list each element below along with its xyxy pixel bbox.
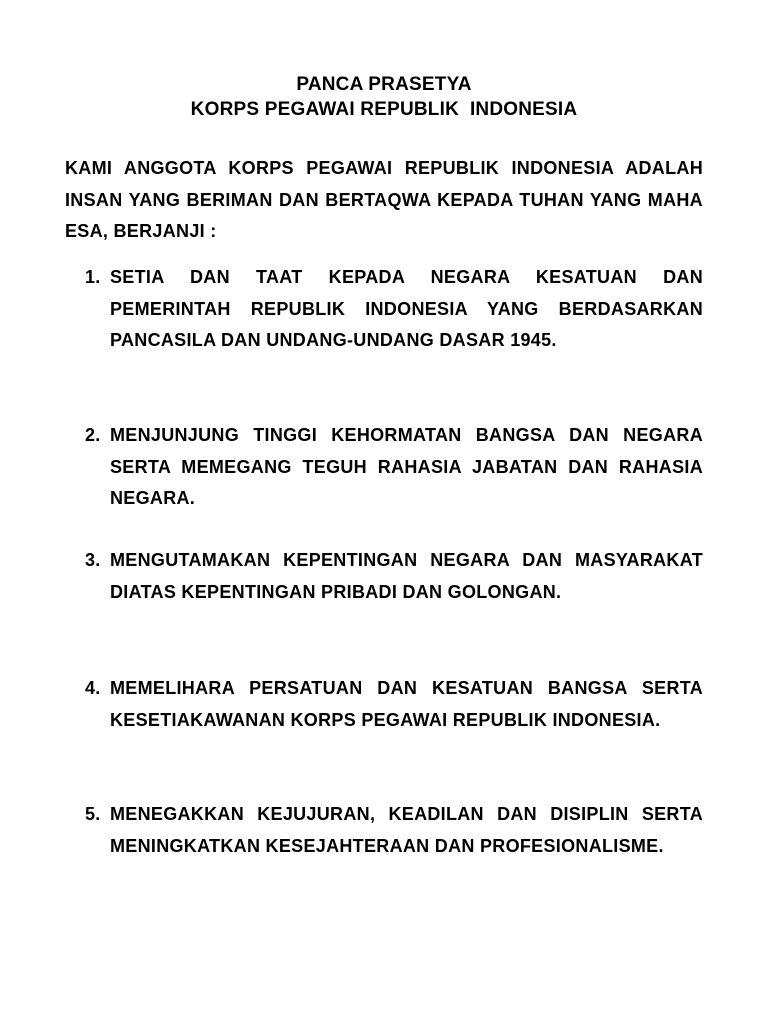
pledge-item-2 <box>85 420 703 515</box>
document-title: PANCA PRASETYA <box>296 74 472 95</box>
pledge-number: 5. <box>85 804 101 824</box>
pledge-item-4 <box>85 673 703 736</box>
pledge-text: MENJUNJUNG TINGGI KEHORMATAN BANGSA DAN NEGARA SERTA MEMEGANG TEGUH RAHASIA JABATAN DAN RAHASIA NEGARA. <box>110 425 703 508</box>
pledge-item-3 <box>85 545 703 608</box>
pledge-number: 3. <box>85 550 101 570</box>
pledge-text: SETIA DAN TAAT KEPADA NEGARA KESATUAN DAN PEMERINTAH REPUBLIK INDONESIA YANG BERDASARKAN PANCASILA DAN UNDANG-UNDANG DASAR 1945. <box>110 267 703 350</box>
pledge-text: MEMELIHARA PERSATUAN DAN KESATUAN BANGSA SERTA KESETIAKAWANAN KORPS PEGAWAI REPUBLIK INDONESIA. <box>110 678 703 730</box>
pledge-text: MENEGAKKAN KEJUJURAN, KEADILAN DAN DISIPLIN SERTA MENINGKATKAN KESEJAHTERAAN DAN PROFESIONALISME. <box>110 804 703 856</box>
pledge-text: MENGUTAMAKAN KEPENTINGAN NEGARA DAN MASYARAKAT DIATAS KEPENTINGAN PRIBADI DAN GOLONGAN. <box>110 550 703 602</box>
document-subtitle: KORPS PEGAWAI REPUBLIK INDONESIA <box>190 99 578 120</box>
pledge-item-5 <box>85 799 703 862</box>
pledge-number: 1. <box>85 267 101 287</box>
pledge-number: 2. <box>85 425 101 445</box>
intro-paragraph: KAMI ANGGOTA KORPS PEGAWAI REPUBLIK INDONESIA ADALAH INSAN YANG BERIMAN DAN BERTAQWA KEPADA TUHAN YANG MAHA ESA, BERJANJI : <box>65 158 703 241</box>
pledge-number: 4. <box>85 678 101 698</box>
pledge-item-1 <box>85 262 703 357</box>
